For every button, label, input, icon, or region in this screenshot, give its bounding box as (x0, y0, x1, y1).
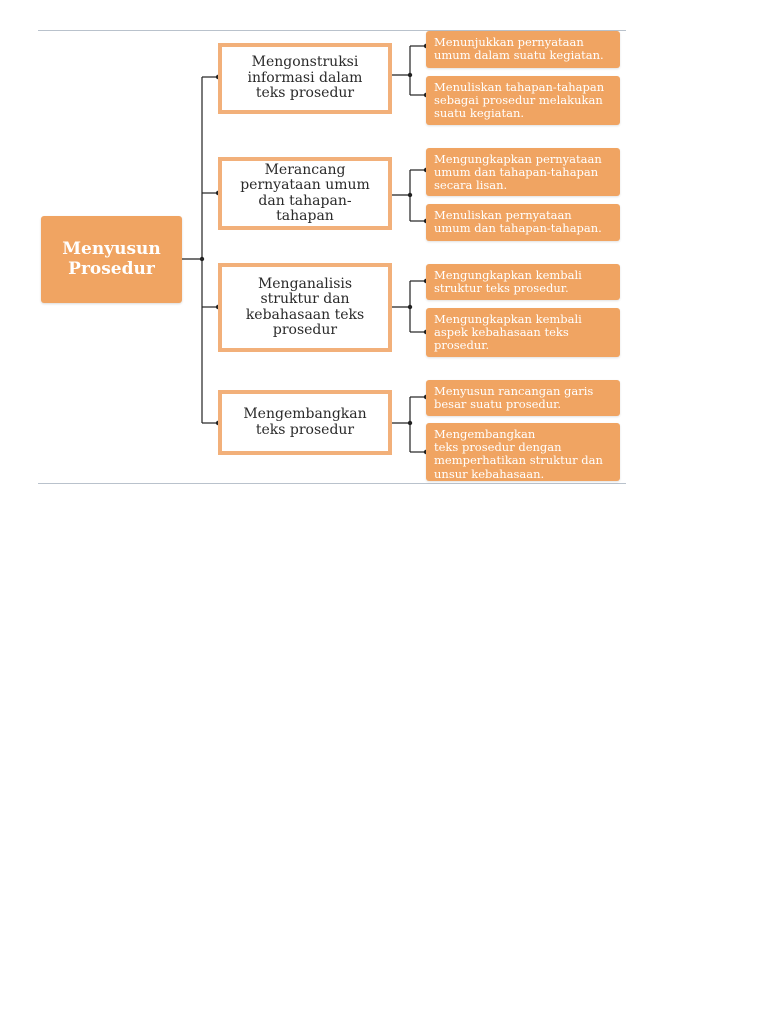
leaf-node (426, 204, 620, 241)
branch-node-label: Mengonstruksi informasi dalam teks prosedur (247, 54, 363, 102)
leaf-node-label: Menyusun rancangan garis besar suatu prosedur. (434, 384, 594, 412)
root-node-label: Menyusun Prosedur (62, 238, 161, 279)
leaf-node (426, 148, 620, 196)
leaf-node-label: Mengungkapkan kembali aspek kebahasaan teks prosedur. (434, 312, 582, 353)
leaf-node-label: Menuliskan tahapan-tahapan sebagai prosedur melakukan suatu kegiatan. (434, 80, 605, 121)
leaf-node (426, 423, 620, 481)
branch-node-label: Mengembangkan teks prosedur (243, 406, 367, 438)
leaf-node-label: Menuliskan pernyataan umum dan tahapan-tahapan. (434, 208, 602, 236)
leaf-node (426, 380, 620, 416)
leaf-node-label: Mengungkapkan kembali struktur teks prosedur. (434, 268, 582, 296)
leaf-node-label: Menunjukkan pernyataan umum dalam suatu kegiatan. (434, 35, 604, 63)
leaf-node (426, 308, 620, 357)
root-node (41, 216, 182, 303)
branch-node-label: Menganalisis struktur dan kebahasaan teks prosedur (245, 275, 365, 338)
leaf-node (426, 76, 620, 125)
leaf-node-label: Mengungkapkan pernyataan umum dan tahapan-tahapan secara lisan. (434, 152, 602, 193)
branch-node-konstruksi (218, 43, 392, 114)
leaf-node-label: Mengembangkan teks prosedur dengan memperhatikan struktur dan unsur kebahasaan. (434, 427, 603, 481)
branch-node-rancang (218, 157, 392, 230)
branch-node-analisis (218, 263, 392, 352)
branch-node-label: Merancang pernyataan umum dan tahapan-tahapan (240, 161, 370, 224)
branch-node-kembangkan (218, 390, 392, 455)
leaf-node (426, 264, 620, 300)
leaf-node (426, 31, 620, 68)
